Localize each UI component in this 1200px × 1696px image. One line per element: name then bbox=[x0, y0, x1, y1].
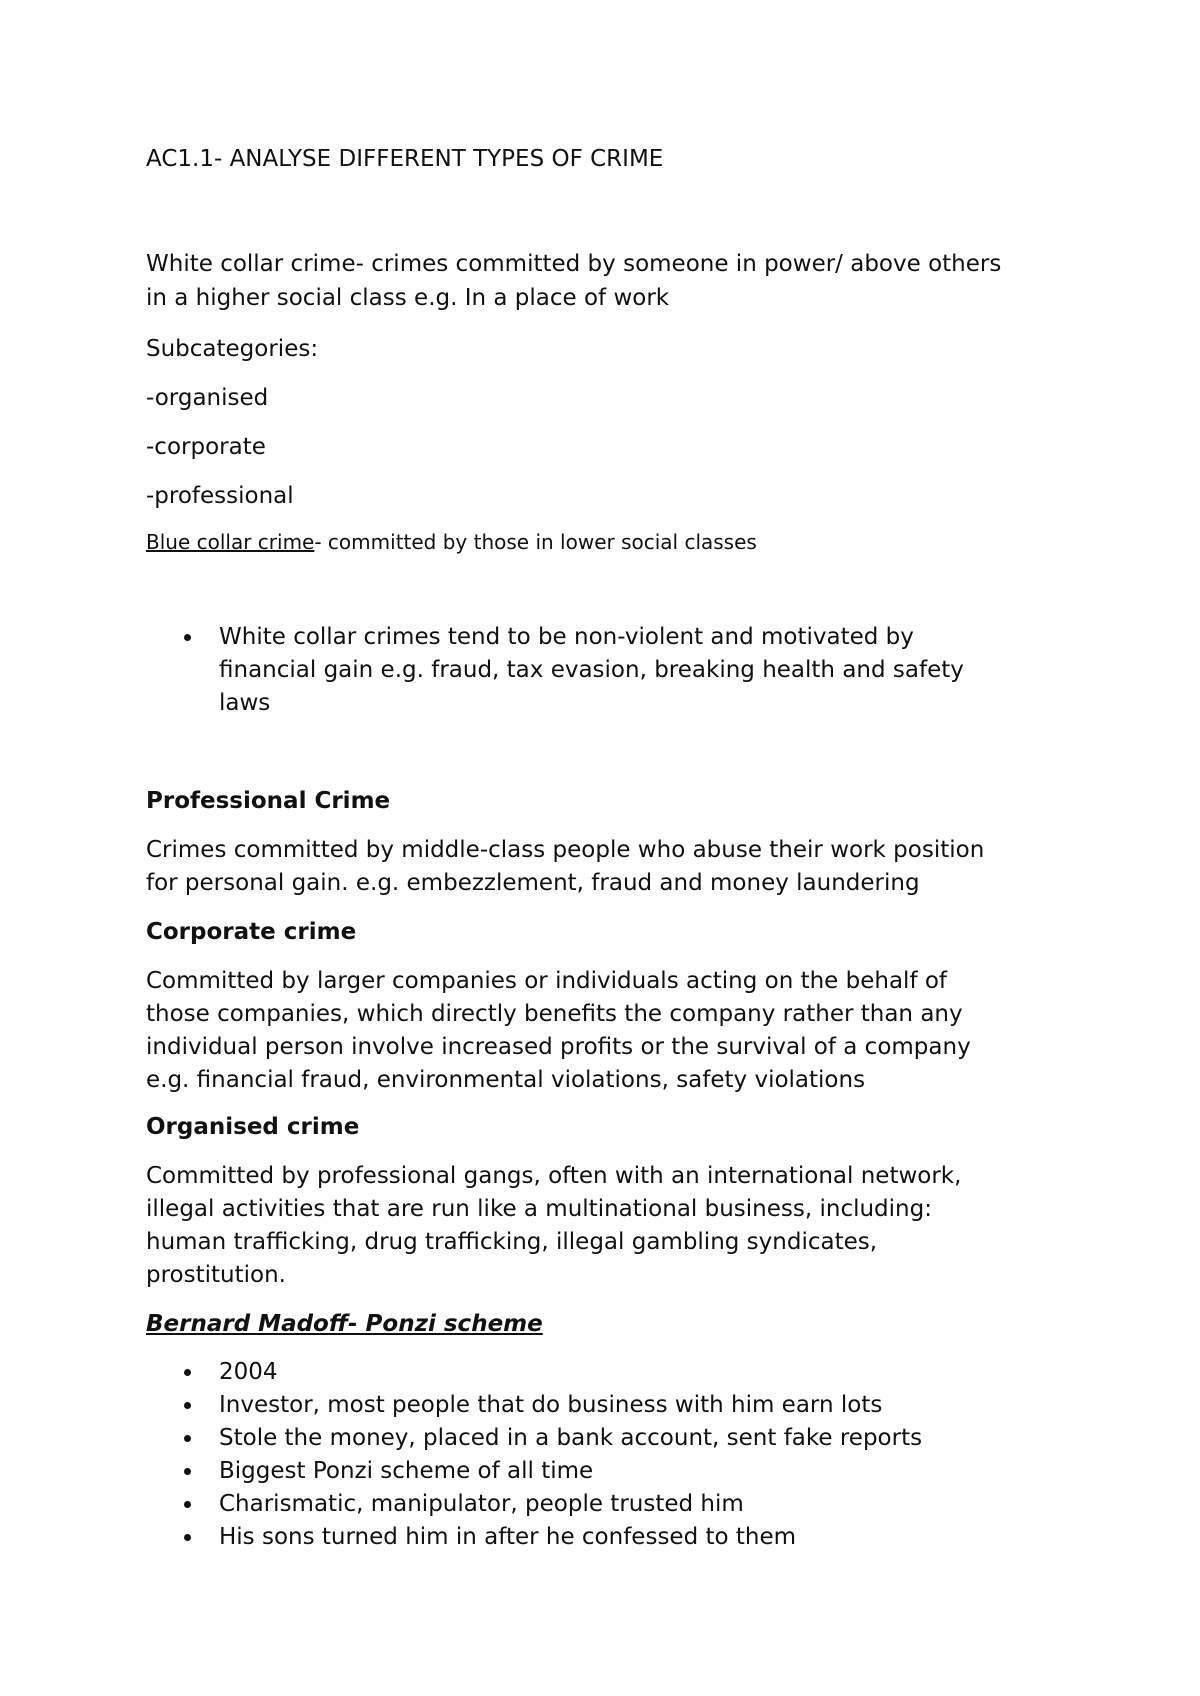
bullet-text-line: laws bbox=[219, 690, 271, 716]
list-item-text: Biggest Ponzi scheme of all time bbox=[219, 1458, 594, 1484]
organised-crime-line: illegal activities that are run like a multinational business, including: bbox=[146, 1196, 932, 1222]
subcategory-item: -corporate bbox=[146, 434, 266, 460]
corporate-crime-line: individual person involve increased profits or the survival of a company bbox=[146, 1034, 971, 1060]
bullet-icon bbox=[184, 1369, 191, 1376]
list-item-text: Charismatic, manipulator, people trusted him bbox=[219, 1491, 744, 1517]
bullet-icon bbox=[184, 634, 191, 641]
list-item bbox=[146, 1455, 922, 1488]
list-item bbox=[146, 621, 964, 720]
list-item bbox=[146, 1356, 922, 1389]
organised-crime-line: human trafficking, drug trafficking, illegal gambling syndicates, bbox=[146, 1229, 878, 1255]
blue-collar-text: - committed by those in lower social classes bbox=[314, 530, 757, 554]
professional-crime-heading: Professional Crime bbox=[146, 788, 391, 814]
bullet-icon bbox=[184, 1534, 191, 1541]
white-collar-bullet-list bbox=[146, 621, 964, 720]
list-item bbox=[146, 1521, 922, 1554]
white-collar-definition-line-1: White collar crime- crimes committed by someone in power/ above others bbox=[146, 251, 1002, 277]
list-item-text: Investor, most people that do business with him earn lots bbox=[219, 1392, 883, 1418]
organised-crime-line: prostitution. bbox=[146, 1262, 286, 1288]
professional-crime-line: Crimes committed by middle-class people who abuse their work position bbox=[146, 837, 985, 863]
bullet-icon bbox=[184, 1402, 191, 1409]
subcategories-label: Subcategories: bbox=[146, 336, 319, 362]
bullet-icon bbox=[184, 1501, 191, 1508]
bullet-icon bbox=[184, 1435, 191, 1442]
list-item-text: His sons turned him in after he confessed to them bbox=[219, 1524, 797, 1550]
bullet-text-line: financial gain e.g. fraud, tax evasion, breaking health and safety bbox=[219, 657, 964, 683]
corporate-crime-line: Committed by larger companies or individuals acting on the behalf of bbox=[146, 968, 948, 994]
page-title: AC1.1- ANALYSE DIFFERENT TYPES OF CRIME bbox=[146, 146, 664, 172]
corporate-crime-line: e.g. financial fraud, environmental violations, safety violations bbox=[146, 1067, 866, 1093]
madoff-bullet-list bbox=[146, 1356, 922, 1554]
blue-collar-term: Blue collar crime bbox=[146, 530, 315, 554]
list-item bbox=[146, 1488, 922, 1521]
bullet-text-line: White collar crimes tend to be non-violent and motivated by bbox=[219, 624, 914, 650]
list-item bbox=[146, 1389, 922, 1422]
corporate-crime-line: those companies, which directly benefits the company rather than any bbox=[146, 1001, 963, 1027]
subcategory-item: -organised bbox=[146, 385, 269, 411]
organised-crime-heading: Organised crime bbox=[146, 1114, 360, 1140]
madoff-heading: Bernard Madoff- Ponzi scheme bbox=[146, 1311, 543, 1337]
white-collar-definition-line-2: in a higher social class e.g. In a place of work bbox=[146, 285, 670, 311]
corporate-crime-heading: Corporate crime bbox=[146, 919, 357, 945]
organised-crime-line: Committed by professional gangs, often with an international network, bbox=[146, 1163, 962, 1189]
list-item-text: 2004 bbox=[219, 1359, 278, 1385]
subcategory-item: -professional bbox=[146, 483, 294, 509]
list-item-text: Stole the money, placed in a bank account, sent fake reports bbox=[219, 1425, 923, 1451]
list-item bbox=[146, 1422, 922, 1455]
blue-collar-definition bbox=[146, 526, 757, 559]
professional-crime-line: for personal gain. e.g. embezzlement, fraud and money laundering bbox=[146, 870, 920, 896]
bullet-icon bbox=[184, 1468, 191, 1475]
